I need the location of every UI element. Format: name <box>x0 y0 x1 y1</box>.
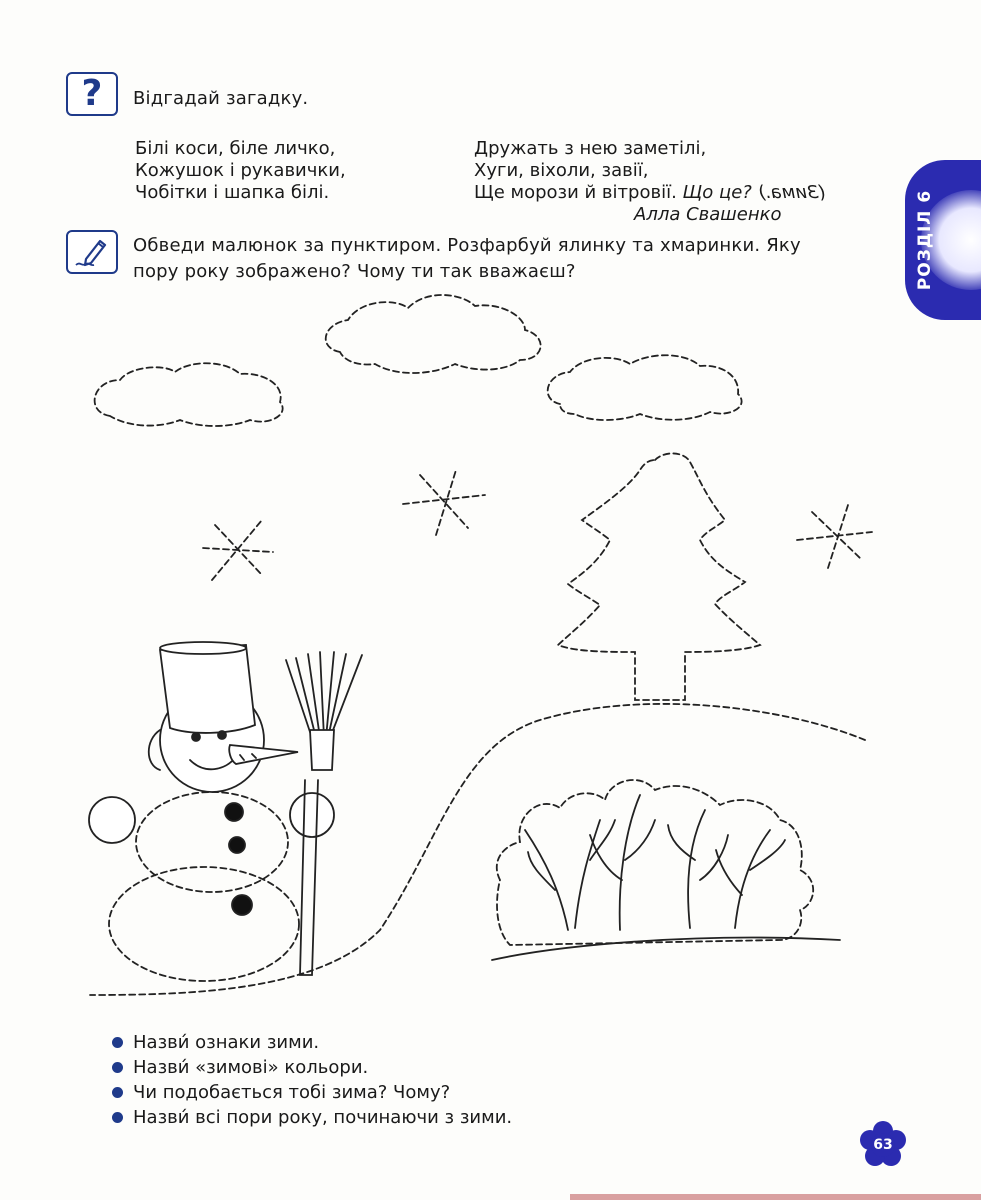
snowflake-left <box>203 520 273 580</box>
riddle-question: Що це? <box>682 182 752 203</box>
list-item <box>112 1080 512 1105</box>
bush-branch <box>716 830 785 928</box>
cloud-right <box>548 355 742 420</box>
instruction-line: пору року зображено? Чому ти так вважаєш? <box>133 261 576 282</box>
riddle-answer: (Зима.) <box>757 182 826 203</box>
bullet-icon <box>112 1037 123 1048</box>
snowflake-middle <box>403 470 485 535</box>
snowman-middle <box>136 792 288 892</box>
riddle-instruction: Відгадай загадку. <box>133 88 309 109</box>
snowman-button <box>229 837 245 853</box>
instruction-line: Обведи малюнок за пунктиром. Розфарбуй ялинку та хмаринки. Яку <box>133 235 801 256</box>
questions-list <box>112 1030 512 1130</box>
poem-line: Дружать з нею заметілі, <box>474 138 707 159</box>
list-item <box>112 1105 512 1130</box>
snowman-hand-right <box>290 793 334 837</box>
cloud-left <box>95 363 283 426</box>
page-edge-strip <box>570 1194 981 1200</box>
poem-line: Ще морози й вітровії. <box>474 182 677 203</box>
ground-line <box>492 938 840 960</box>
question-glyph: ? <box>81 73 103 114</box>
bush-branch <box>525 820 615 930</box>
bush-branch <box>590 795 655 930</box>
page-number: 63 <box>873 1137 893 1153</box>
snowman-button <box>232 895 252 915</box>
bullet-icon <box>112 1062 123 1073</box>
list-item <box>112 1030 512 1055</box>
bullet-icon <box>112 1087 123 1098</box>
poem-line: Кожушок і рукавички, <box>135 160 346 181</box>
snowman-bottom <box>109 867 299 981</box>
bullet-icon <box>112 1112 123 1123</box>
poem-author: Алла Свашенко <box>634 204 782 225</box>
broom-bristles <box>286 652 362 738</box>
cloud-middle <box>326 295 541 373</box>
question-text: Чи подобається тобі зима? Чому? <box>133 1082 451 1103</box>
poem-line: Хуги, віхоли, завії, <box>474 160 649 181</box>
question-text: Назви́ ознаки зими. <box>133 1032 320 1053</box>
poem-line: Білі коси, біле личко, <box>135 138 336 159</box>
snowman-button <box>225 803 243 821</box>
bush-branch <box>668 810 728 928</box>
poem-line: Чобітки і шапка білі. <box>135 182 330 203</box>
page-number-badge <box>858 1120 908 1170</box>
question-text: Назви́ «зимові» кольори. <box>133 1057 369 1078</box>
snowman-hand-left <box>89 797 135 843</box>
question-text: Назви́ всі пори року, починаючи з зими. <box>133 1107 513 1128</box>
snowman-bucket <box>160 645 255 733</box>
list-item <box>112 1055 512 1080</box>
section-label: РОЗДІЛ 6 <box>915 189 935 291</box>
fir-tree <box>558 453 760 700</box>
snowflake-right <box>797 505 872 568</box>
snowman-ear <box>149 730 160 770</box>
